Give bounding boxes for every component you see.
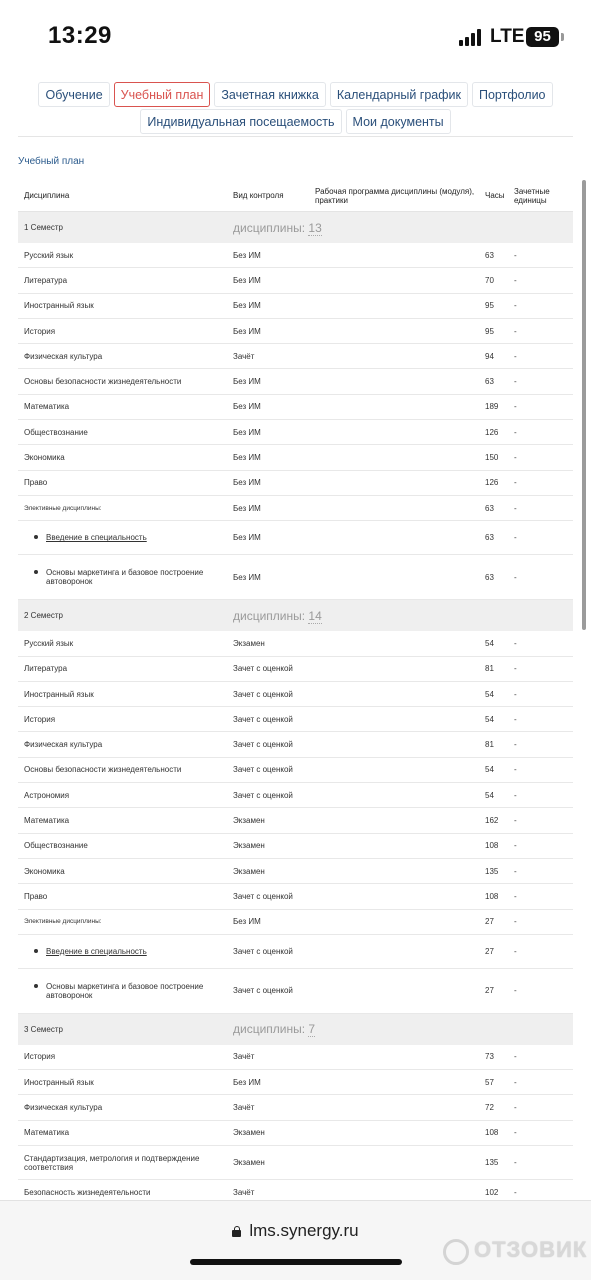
elective-item bbox=[24, 568, 233, 586]
discipline-name: Русский язык bbox=[24, 250, 74, 260]
discipline-name: Физическая культура bbox=[24, 1103, 103, 1113]
credit-units: - bbox=[514, 533, 517, 543]
table-row bbox=[18, 1070, 573, 1095]
control-type: Без ИМ bbox=[233, 453, 261, 463]
tab-row-1 bbox=[0, 82, 591, 107]
discipline-name: Иностранный язык bbox=[24, 689, 94, 699]
semester-title: 1 Семестр bbox=[24, 223, 63, 232]
header-discipline: Дисциплина bbox=[24, 191, 70, 200]
bullet-icon bbox=[34, 984, 38, 988]
table-row bbox=[18, 884, 573, 909]
hours: 73 bbox=[485, 1052, 494, 1062]
hours: 63 bbox=[485, 250, 494, 260]
discipline-name: Физическая культура bbox=[24, 351, 103, 361]
elective-link[interactable]: Введение в специальность bbox=[46, 946, 147, 956]
table-row bbox=[18, 1045, 573, 1070]
credit-units: - bbox=[514, 765, 517, 775]
elective-cell bbox=[18, 568, 233, 586]
table-row bbox=[18, 834, 573, 859]
control-type: Зачёт bbox=[233, 1103, 255, 1113]
table-row bbox=[18, 471, 573, 496]
watermark-logo-icon bbox=[443, 1239, 469, 1265]
credit-units: - bbox=[514, 250, 517, 260]
hours: 102 bbox=[485, 1187, 499, 1197]
elective-group-row bbox=[18, 496, 573, 521]
control-type: Без ИМ bbox=[233, 533, 261, 543]
credit-units: - bbox=[514, 815, 517, 825]
table-row bbox=[18, 268, 573, 293]
credit-units: - bbox=[514, 1158, 517, 1168]
elective-name: Основы маркетинга и базовое построение автоворонок bbox=[46, 568, 204, 587]
credit-units: - bbox=[514, 1187, 517, 1197]
credit-units: - bbox=[514, 275, 517, 285]
control-type: Без ИМ bbox=[233, 301, 261, 311]
table-row bbox=[18, 631, 573, 656]
home-indicator[interactable] bbox=[190, 1259, 402, 1265]
semester-title: 3 Семестр bbox=[24, 1024, 63, 1034]
discipline-name: Математика bbox=[24, 1128, 70, 1138]
elective-label: Элективные дисциплины: bbox=[24, 504, 102, 512]
credit-units: - bbox=[514, 946, 517, 956]
credit-units: - bbox=[514, 427, 517, 437]
discipline-name: Обществознание bbox=[24, 427, 88, 437]
elective-label: Элективные дисциплины: bbox=[24, 918, 102, 926]
semester-count[interactable] bbox=[233, 1022, 315, 1036]
tab-navigation bbox=[0, 82, 591, 136]
credit-units: - bbox=[514, 1077, 517, 1087]
hours: 57 bbox=[485, 1077, 494, 1087]
control-type: Экзамен bbox=[233, 1158, 265, 1168]
control-type: Без ИМ bbox=[233, 503, 261, 513]
elective-row bbox=[18, 935, 573, 969]
network-type: LTE bbox=[490, 26, 525, 47]
elective-item bbox=[24, 947, 233, 956]
control-type: Без ИМ bbox=[233, 275, 261, 285]
control-type: Экзамен bbox=[233, 815, 265, 825]
hours: 126 bbox=[485, 478, 499, 488]
signal-icon bbox=[459, 29, 481, 46]
elective-cell bbox=[18, 982, 233, 1000]
battery-tip bbox=[561, 33, 564, 41]
credit-units: - bbox=[514, 402, 517, 412]
credit-units: - bbox=[514, 664, 517, 674]
hours: 54 bbox=[485, 638, 494, 648]
breadcrumb[interactable]: Учебный план bbox=[18, 156, 85, 167]
control-type: Без ИМ bbox=[233, 478, 261, 488]
bullet-icon bbox=[34, 949, 38, 953]
hours: 126 bbox=[485, 427, 499, 437]
semester-count-label: дисциплины: bbox=[233, 1022, 306, 1037]
hours: 72 bbox=[485, 1103, 494, 1113]
hours: 70 bbox=[485, 275, 494, 285]
hours: 63 bbox=[485, 572, 494, 582]
elective-item bbox=[24, 533, 233, 542]
tabs-divider bbox=[18, 136, 573, 137]
hours: 27 bbox=[485, 946, 494, 956]
table-row bbox=[18, 859, 573, 884]
table-row bbox=[18, 369, 573, 394]
control-type: Без ИМ bbox=[233, 1077, 261, 1087]
discipline-name: Право bbox=[24, 478, 48, 488]
hours: 108 bbox=[485, 891, 499, 901]
hours: 95 bbox=[485, 326, 494, 336]
credit-units: - bbox=[514, 1128, 517, 1138]
elective-group-row bbox=[18, 910, 573, 935]
discipline-name: Основы безопасности жизнедеятельности bbox=[24, 377, 182, 387]
semester-title: 2 Семестр bbox=[24, 611, 63, 621]
elective-row bbox=[18, 969, 573, 1014]
table-row bbox=[18, 657, 573, 682]
credit-units: - bbox=[514, 1052, 517, 1062]
hours: 108 bbox=[485, 841, 499, 851]
tab-attendance[interactable]: Индивидуальная посещаемость bbox=[140, 109, 341, 134]
table-row bbox=[18, 758, 573, 783]
credit-units: - bbox=[514, 689, 517, 699]
credit-units: - bbox=[514, 351, 517, 361]
control-type: Экзамен bbox=[233, 866, 265, 876]
hours: 54 bbox=[485, 765, 494, 775]
table-row bbox=[18, 808, 573, 833]
table-row bbox=[18, 1146, 573, 1180]
tab-portfolio[interactable]: Портфолио bbox=[472, 82, 553, 107]
discipline-name: Экономика bbox=[24, 866, 65, 876]
tab-obuchenie[interactable]: Обучение bbox=[38, 82, 109, 107]
curriculum-table bbox=[18, 180, 573, 1205]
credit-units: - bbox=[514, 714, 517, 724]
control-type: Экзамен bbox=[233, 1128, 265, 1138]
credit-units: - bbox=[514, 986, 517, 996]
semester-count-number: 7 bbox=[308, 1022, 316, 1037]
table-row bbox=[18, 395, 573, 420]
control-type: Без ИМ bbox=[233, 250, 261, 260]
elective-cell bbox=[18, 533, 233, 542]
credit-units: - bbox=[514, 638, 517, 648]
semester-count[interactable] bbox=[233, 221, 322, 235]
semester-count-number: 14 bbox=[308, 608, 322, 623]
control-type: Зачет с оценкой bbox=[233, 740, 293, 750]
hours: 150 bbox=[485, 453, 499, 463]
elective-link[interactable]: Введение в специальность bbox=[46, 533, 147, 543]
discipline-name: Иностранный язык bbox=[24, 301, 94, 311]
table-row bbox=[18, 420, 573, 445]
control-type: Без ИМ bbox=[233, 326, 261, 336]
control-type: Без ИМ bbox=[233, 917, 261, 927]
discipline-name: Безопасность жизнедеятельности bbox=[24, 1187, 151, 1197]
table-row bbox=[18, 243, 573, 268]
semester-count-label: дисциплины: bbox=[233, 220, 306, 235]
tab-row-2 bbox=[0, 109, 591, 134]
elective-cell bbox=[18, 947, 233, 956]
discipline-name: Литература bbox=[24, 275, 68, 285]
hours: 27 bbox=[485, 986, 494, 996]
table-row bbox=[18, 319, 573, 344]
tab-my-documents[interactable]: Мои документы bbox=[346, 109, 451, 134]
credit-units: - bbox=[514, 740, 517, 750]
control-type: Зачёт bbox=[233, 1052, 255, 1062]
table-row bbox=[18, 344, 573, 369]
table-row bbox=[18, 294, 573, 319]
elective-name: Основы маркетинга и базовое построение автоворонок bbox=[46, 981, 204, 1000]
url-text: lms.synergy.ru bbox=[249, 1221, 359, 1240]
hours: 81 bbox=[485, 740, 494, 750]
lock-icon bbox=[232, 1226, 241, 1237]
watermark: ОТЗОВИК bbox=[474, 1237, 588, 1262]
discipline-name: Обществознание bbox=[24, 841, 88, 851]
browser-bottom-bar bbox=[0, 1200, 591, 1280]
semester-count-label: дисциплины: bbox=[233, 608, 306, 623]
control-type: Экзамен bbox=[233, 638, 265, 648]
bullet-icon bbox=[34, 535, 38, 539]
hours: 135 bbox=[485, 866, 499, 876]
scrollbar[interactable] bbox=[582, 180, 586, 630]
control-type: Без ИМ bbox=[233, 377, 261, 387]
credit-units: - bbox=[514, 326, 517, 336]
hours: 63 bbox=[485, 503, 494, 513]
semester-count-number: 13 bbox=[308, 220, 322, 235]
table-row bbox=[18, 707, 573, 732]
control-type: Без ИМ bbox=[233, 427, 261, 437]
control-type: Экзамен bbox=[233, 841, 265, 851]
credit-units: - bbox=[514, 917, 517, 927]
header-units: Зачетные единицы bbox=[514, 186, 550, 205]
status-bar bbox=[0, 0, 591, 70]
credit-units: - bbox=[514, 790, 517, 800]
discipline-name: Стандартизация, метрология и подтверждение соответствия bbox=[24, 1153, 200, 1172]
hours: 63 bbox=[485, 533, 494, 543]
table-row bbox=[18, 732, 573, 757]
hours: 81 bbox=[485, 664, 494, 674]
semester-header bbox=[18, 212, 573, 243]
battery-icon: 95 bbox=[526, 27, 559, 47]
discipline-name: Право bbox=[24, 891, 48, 901]
table-row bbox=[18, 682, 573, 707]
hours: 95 bbox=[485, 301, 494, 311]
discipline-name: Иностранный язык bbox=[24, 1077, 94, 1087]
hours: 135 bbox=[485, 1158, 499, 1168]
status-time: 13:29 bbox=[48, 22, 112, 49]
discipline-name: Астрономия bbox=[24, 790, 70, 800]
credit-units: - bbox=[514, 866, 517, 876]
elective-row bbox=[18, 521, 573, 555]
credit-units: - bbox=[514, 478, 517, 488]
elective-item bbox=[24, 982, 233, 1000]
header-control: Вид контроля bbox=[233, 191, 284, 200]
header-program: Рабочая программа дисциплины (модуля), практики bbox=[315, 186, 475, 205]
control-type: Зачет с оценкой bbox=[233, 689, 293, 699]
control-type: Зачет с оценкой bbox=[233, 986, 293, 996]
control-type: Зачёт bbox=[233, 1187, 255, 1197]
credit-units: - bbox=[514, 301, 517, 311]
control-type: Зачёт bbox=[233, 351, 255, 361]
tab-zachetnaya-knizhka[interactable]: Зачетная книжка bbox=[214, 82, 326, 107]
credit-units: - bbox=[514, 891, 517, 901]
bullet-icon bbox=[34, 570, 38, 574]
semester-header bbox=[18, 600, 573, 631]
table-row bbox=[18, 445, 573, 470]
credit-units: - bbox=[514, 377, 517, 387]
hours: 27 bbox=[485, 917, 494, 927]
discipline-name: Математика bbox=[24, 815, 70, 825]
credit-units: - bbox=[514, 453, 517, 463]
discipline-name: Экономика bbox=[24, 453, 65, 463]
discipline-name: История bbox=[24, 714, 56, 724]
credit-units: - bbox=[514, 1103, 517, 1113]
control-type: Без ИМ bbox=[233, 572, 261, 582]
discipline-name: Основы безопасности жизнедеятельности bbox=[24, 765, 182, 775]
semester-header bbox=[18, 1014, 573, 1045]
table-row bbox=[18, 1121, 573, 1146]
control-type: Без ИМ bbox=[233, 402, 261, 412]
control-type: Зачет с оценкой bbox=[233, 946, 293, 956]
credit-units: - bbox=[514, 572, 517, 582]
discipline-name: Русский язык bbox=[24, 638, 74, 648]
credit-units: - bbox=[514, 841, 517, 851]
table-row bbox=[18, 1095, 573, 1120]
hours: 63 bbox=[485, 377, 494, 387]
tab-kalendarny-grafik[interactable]: Календарный график bbox=[330, 82, 468, 107]
hours: 54 bbox=[485, 689, 494, 699]
control-type: Зачет с оценкой bbox=[233, 790, 293, 800]
hours: 189 bbox=[485, 402, 499, 412]
discipline-name: История bbox=[24, 326, 56, 336]
table-header bbox=[18, 180, 573, 212]
table-body bbox=[18, 212, 573, 1205]
discipline-name: История bbox=[24, 1052, 56, 1062]
discipline-name: Физическая культура bbox=[24, 740, 103, 750]
hours: 54 bbox=[485, 714, 494, 724]
hours: 94 bbox=[485, 351, 494, 361]
elective-row bbox=[18, 555, 573, 600]
credit-units: - bbox=[514, 503, 517, 513]
tab-uchebny-plan[interactable]: Учебный план bbox=[114, 82, 211, 107]
discipline-name: Математика bbox=[24, 402, 70, 412]
hours: 54 bbox=[485, 790, 494, 800]
header-hours: Часы bbox=[485, 191, 505, 200]
semester-count[interactable] bbox=[233, 609, 322, 623]
table-row bbox=[18, 783, 573, 808]
control-type: Зачет с оценкой bbox=[233, 714, 293, 724]
control-type: Зачет с оценкой bbox=[233, 891, 293, 901]
control-type: Зачет с оценкой bbox=[233, 765, 293, 775]
hours: 108 bbox=[485, 1128, 499, 1138]
control-type: Зачет с оценкой bbox=[233, 664, 293, 674]
hours: 162 bbox=[485, 815, 499, 825]
discipline-name: Литература bbox=[24, 664, 68, 674]
